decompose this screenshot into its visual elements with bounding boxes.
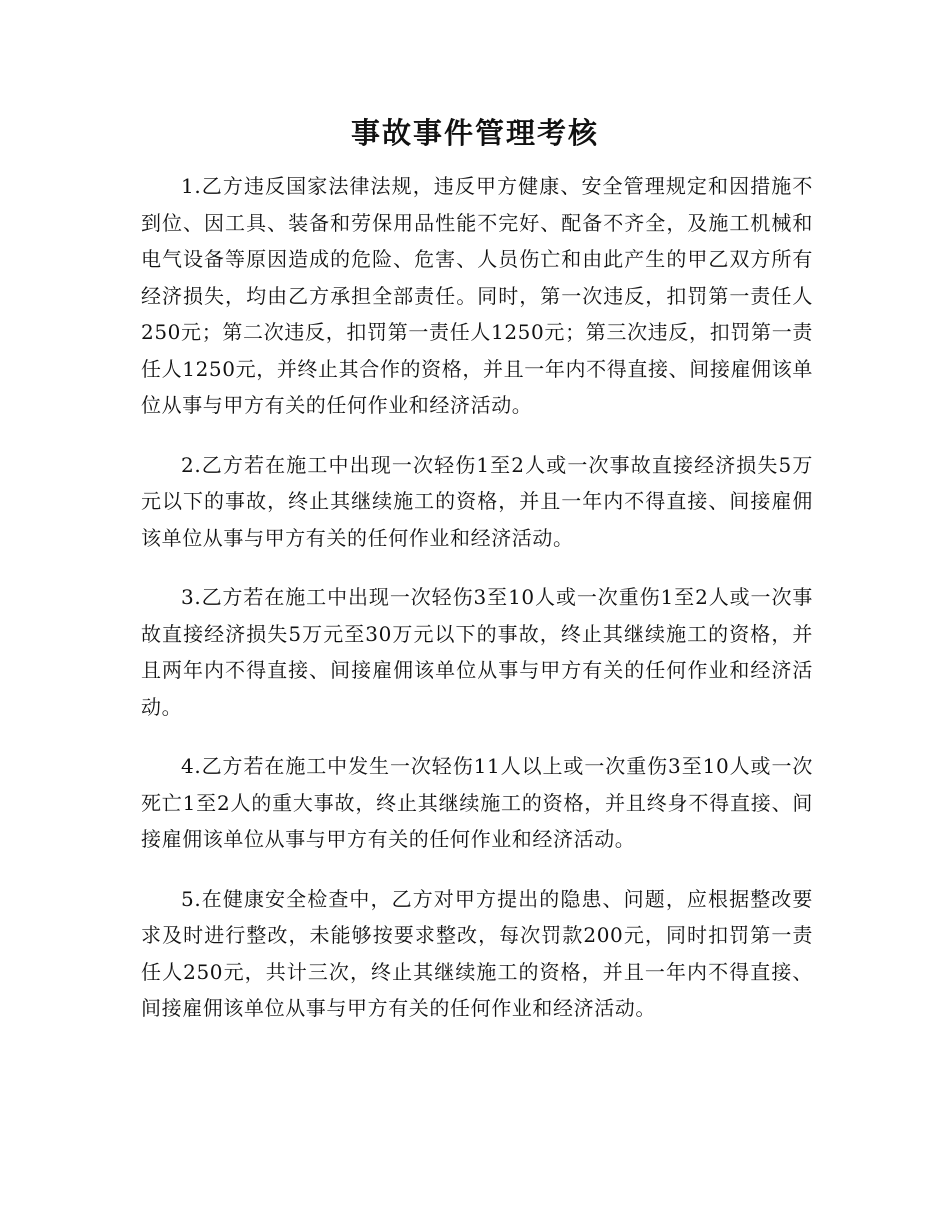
clause-2-paragraph: 2.乙方若在施工中出现一次轻伤1至2人或一次事故直接经济损失5万元以下的事故，终止其继续施工的资格，并且一年内不得直接、间接雇佣该单位从事与甲方有关的任何作业和经济活动。 — [141, 452, 813, 550]
document-title: 事故事件管理考核 — [350, 116, 599, 150]
clause-5-paragraph: 5.在健康安全检查中，乙方对甲方提出的隐患、问题，应根据整改要求及时进行整改，未能够按要求整改，每次罚款200元，同时扣罚第一责任人250元，共计三次，终止其继续施工的资格，并且一年内不得直接、间接雇佣该单位从事与甲方有关的任何作业和经济活动。 — [141, 886, 813, 1020]
clause-3-paragraph: 3.乙方若在施工中出现一次轻伤3至10人或一次重伤1至2人或一次事故直接经济损失5万元至30万元以下的事故，终止其继续施工的资格，并且两年内不得直接、间接雇佣该单位从事与甲方有关的任何作业和经济活动。 — [141, 585, 813, 719]
document-body — [141, 168, 813, 1050]
clause-4-paragraph: 4.乙方若在施工中发生一次轻伤11人以上或一次重伤3至10人或一次死亡1至2人的重大事故，终止其继续施工的资格，并且终身不得直接、间接雇佣该单位从事与甲方有关的任何作业和经济活动。 — [141, 754, 813, 851]
clause-1-paragraph: 1.乙方违反国家法律法规，违反甲方健康、安全管理规定和因措施不到位、因工具、装备和劳保用品性能不完好、配备不齐全，及施工机械和电气设备等原因造成的危险、危害、人员伤亡和由此产生的甲乙双方所有经济损失，均由乙方承担全部责任。同时，第一次违反，扣罚第一责任人250元；第二次违反，扣罚第一责任人1250元；第三次违反，扣罚第一责任人1250元，并终止其合作的资格，并且一年内不得直接、间接雇佣该单位从事与甲方有关的任何作业和经济活动。 — [141, 174, 813, 417]
